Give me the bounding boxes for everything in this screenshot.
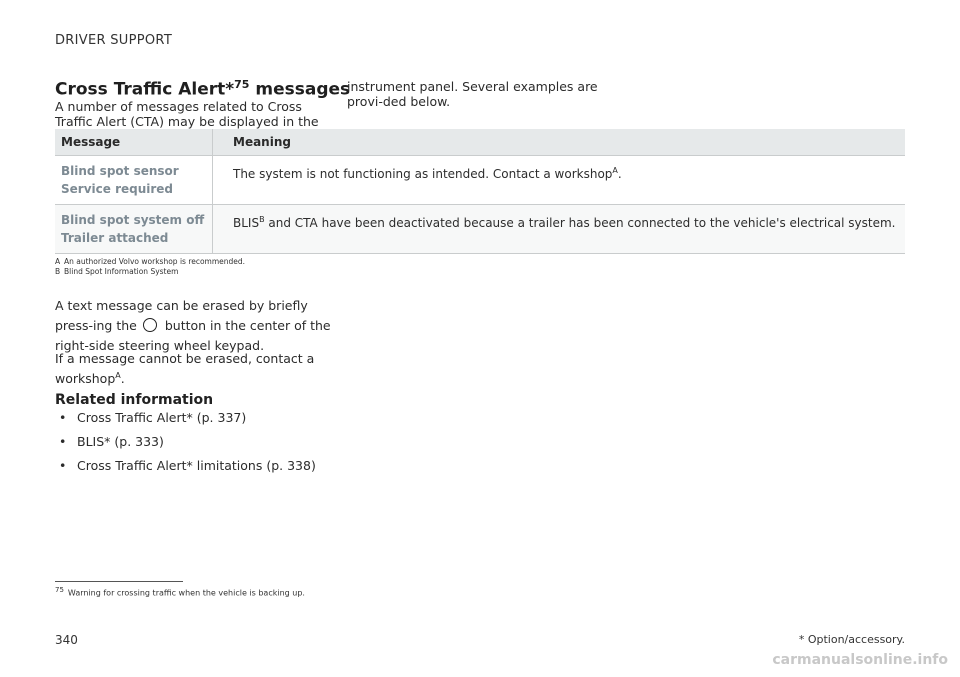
table-footnote bbox=[55, 257, 245, 267]
table-row bbox=[55, 156, 905, 205]
para-text: If a message cannot be erased, contact a workshop bbox=[55, 351, 315, 387]
message-line: Trailer attached bbox=[61, 231, 169, 245]
footnote-ref[interactable]: A bbox=[612, 166, 618, 175]
meaning-cell bbox=[213, 156, 906, 205]
page-footnote bbox=[55, 586, 305, 598]
page-title bbox=[55, 78, 350, 100]
para-text: button in the center of the right-side steering wheel keypad. bbox=[55, 318, 331, 353]
title-footnote-ref[interactable]: 75 bbox=[234, 78, 250, 91]
erase-instructions bbox=[55, 296, 335, 356]
footnote-text: Blind Spot Information System bbox=[64, 267, 179, 276]
intro-text-right: instrument panel. Several examples are provi-ded below. bbox=[347, 79, 598, 109]
related-info-title: Related information bbox=[55, 392, 214, 408]
related-link[interactable] bbox=[55, 409, 316, 433]
page-footnote-number: 75 bbox=[55, 586, 64, 594]
intro-text-left: A number of messages related to Cross Traffic Alert (CTA) may be displayed in the bbox=[55, 99, 319, 129]
meaning-text: and CTA have been deactivated because a trailer has been connected to the vehicle's electrical system. bbox=[264, 216, 896, 230]
message-line: Blind spot system off bbox=[61, 213, 205, 227]
table-row bbox=[55, 205, 905, 254]
message-line: Service required bbox=[61, 182, 174, 196]
page-number: 340 bbox=[55, 633, 78, 647]
related-link-text[interactable]: Cross Traffic Alert* (p. 337) bbox=[77, 410, 247, 425]
related-link-text[interactable]: BLIS* (p. 333) bbox=[77, 434, 164, 449]
header-meaning: Meaning bbox=[213, 129, 906, 156]
bullet-icon: • bbox=[59, 458, 67, 473]
message-cell bbox=[55, 156, 213, 205]
meaning-text: . bbox=[617, 167, 622, 181]
title-text: Cross Traffic Alert* bbox=[55, 79, 235, 100]
messages-table bbox=[55, 129, 905, 254]
related-link[interactable] bbox=[55, 457, 316, 481]
watermark: carmanualsonline.info bbox=[772, 652, 948, 668]
related-link[interactable] bbox=[55, 433, 316, 457]
option-accessory-note: * Option/accessory. bbox=[798, 633, 905, 646]
para-text: . bbox=[120, 371, 125, 387]
meaning-text: BLIS bbox=[233, 216, 260, 230]
footnote-label: B bbox=[55, 267, 61, 276]
footnote-label: A bbox=[55, 257, 61, 266]
meaning-text: The system is not functioning as intended. Contact a workshop bbox=[233, 167, 613, 181]
message-line: Blind spot sensor bbox=[61, 164, 179, 178]
table-footnote bbox=[55, 267, 245, 277]
bullet-icon: • bbox=[59, 410, 67, 425]
footnote-ref[interactable]: A bbox=[115, 371, 121, 380]
contact-workshop-note bbox=[55, 350, 335, 387]
footnote-divider bbox=[55, 581, 183, 582]
section-header: DRIVER SUPPORT bbox=[55, 33, 173, 48]
footnote-ref[interactable]: B bbox=[259, 215, 265, 224]
message-cell bbox=[55, 205, 213, 254]
para-text: A text message can be erased by briefly press-ing the bbox=[55, 298, 308, 333]
page-footnote-text: Warning for crossing traffic when the vehicle is backing up. bbox=[67, 588, 305, 598]
table-footnotes bbox=[55, 257, 245, 277]
bullet-icon: • bbox=[59, 434, 67, 449]
related-info-list bbox=[55, 409, 316, 481]
title-suffix: messages bbox=[249, 79, 351, 100]
circle-button-icon bbox=[143, 318, 157, 332]
related-link-text[interactable]: Cross Traffic Alert* limitations (p. 338) bbox=[77, 458, 316, 473]
meaning-cell bbox=[213, 205, 906, 254]
table-header-row bbox=[55, 129, 905, 156]
footnote-text: An authorized Volvo workshop is recommended. bbox=[64, 257, 246, 266]
header-message: Message bbox=[55, 129, 213, 156]
